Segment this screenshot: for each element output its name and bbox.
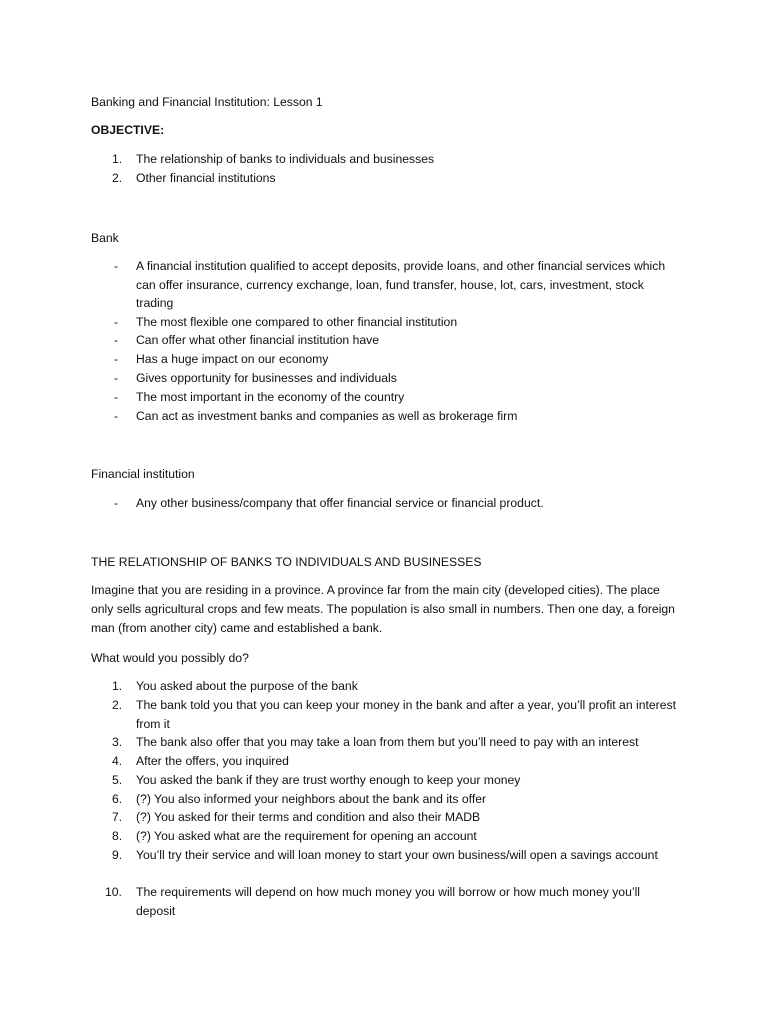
objective-number: 2. [112, 171, 123, 185]
scenario-question: What would you possibly do? [91, 651, 249, 665]
bullet-dash: - [114, 333, 119, 347]
step-number: 6. [112, 792, 123, 806]
relationship-heading: THE RELATIONSHIP OF BANKS TO INDIVIDUALS AND BUSINESSES [91, 555, 482, 569]
objective-item: Other financial institutions [136, 171, 276, 185]
bank-bullet-item: The most important in the economy of the country [136, 390, 405, 404]
bullet-dash: - [114, 409, 119, 423]
step-number: 8. [112, 829, 123, 843]
step-number: 5. [112, 773, 123, 787]
bullet-dash: - [114, 371, 119, 385]
step-item: (?) You also informed your neighbors about the bank and its offer [136, 792, 487, 806]
bullet-dash: - [114, 390, 119, 404]
step-item: (?) You asked what are the requirement for opening an account [136, 829, 477, 843]
bullet-dash: - [114, 259, 119, 273]
bullet-dash: - [114, 315, 119, 329]
objective-heading: OBJECTIVE: [91, 123, 165, 137]
step-item: You asked the bank if they are trust worthy enough to keep your money [136, 773, 521, 787]
document-title: Banking and Financial Institution: Lesson 1 [91, 95, 323, 109]
objective-number: 1. [112, 152, 123, 166]
bullet-dash: - [114, 496, 119, 510]
step-item: The bank told you that you can keep your money in the bank and after a year, you’ll profit an interest from it [136, 698, 676, 731]
bank-heading: Bank [91, 231, 119, 245]
bank-bullet-item: Can act as investment banks and companies as well as brokerage firm [136, 409, 518, 423]
step-number: 9. [112, 848, 123, 862]
bank-bullet-item: Can offer what other financial institution have [136, 333, 379, 347]
step-item: After the offers, you inquired [136, 754, 289, 768]
step-item: The requirements will depend on how much money you will borrow or how much money you’ll deposit [136, 885, 640, 918]
step-number: 2. [112, 698, 123, 712]
bank-bullet-item: Gives opportunity for businesses and individuals [136, 371, 397, 385]
scenario-paragraph: Imagine that you are residing in a province. A province far from the main city (developed cities). The place only sells agricultural crops and few meats. The population is also small in numbers. Then one day, a foreign man (from another city) came and established a bank. [91, 583, 675, 636]
step-number: 4. [112, 754, 123, 768]
bullet-dash: - [114, 352, 119, 366]
step-number: 1. [112, 679, 123, 693]
bank-bullet-item: A financial institution qualified to accept deposits, provide loans, and other financial services which can offer insurance, currency exchange, loan, fund transfer, house, lot, cars, investment, stock trading [136, 259, 666, 311]
objective-item: The relationship of banks to individuals and businesses [136, 152, 435, 166]
step-number: 3. [112, 735, 123, 749]
step-number: 10. [105, 885, 122, 899]
bank-bullet-item: Has a huge impact on our economy [136, 352, 329, 366]
bank-bullet-item: The most flexible one compared to other financial institution [136, 315, 458, 329]
step-item: You’ll try their service and will loan money to start your own business/will open a savings account [136, 848, 658, 862]
step-item: The bank also offer that you may take a loan from them but you’ll need to pay with an interest [136, 735, 639, 749]
step-item: (?) You asked for their terms and condition and also their MADB [136, 810, 481, 824]
financial-institution-bullet-item: Any other business/company that offer financial service or financial product. [136, 496, 544, 510]
step-number: 7. [112, 810, 123, 824]
step-item: You asked about the purpose of the bank [136, 679, 358, 693]
financial-institution-heading: Financial institution [91, 467, 195, 481]
